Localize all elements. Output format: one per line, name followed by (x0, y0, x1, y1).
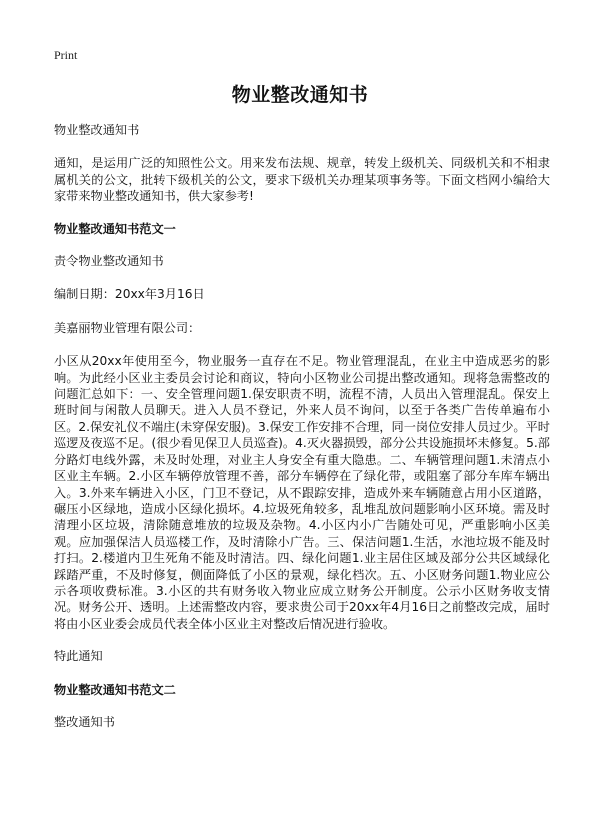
print-link[interactable]: Print (54, 48, 78, 62)
sample2-name: 整改通知书 (54, 714, 115, 729)
sample1-body: 小区从20xx年使用至今，物业服务一直存在不足。物业管理混乱，在业主中造成恶劣的影响。为此经小区业主委员会讨论和商议，特向小区物业公司提出整改通知。现将急需整改的问题汇总如下：一、安全管理问题1.保安职责不明，流程不清，人员出入管理混乱。保安上班时间与闲散人员聊天。进入人员不登记，外来人员不询问，以至于各类广告传单遍布小区。2.保安礼仪不端庄(未穿保安服)。3.保安工作安排不合理，同一岗位安排人员过少。平时巡逻及夜巡不足。(很少看见保卫人员巡查)。4.灭火器损毁，部分公共设施损坏未修复。5.部分路灯电线外露，未及时处理，对业主人身安全有重大隐患。二、车辆管理问题1.未清点小区业主车辆。2.小区车辆停放管理不善，部分车辆停在了绿化带，或阻塞了部分车库车辆出入。3.外来车辆进入小区，门卫不登记，从不跟踪安排，造成外来车辆随意占用小区道路，碾压小区绿地，造成小区绿化损坏。4.垃圾死角较多，乱堆乱放问题影响小区环境。需及时清理小区垃圾，清除随意堆放的垃圾及杂物。4.小区内小广告随处可见，严重影响小区美观。应加强保洁人员巡楼工作，及时清除小广告。三、保洁问题1.生活，水池垃圾不能及时打扫。2.楼道内卫生死角不能及时清洁。四、绿化问题1.业主居住区域及部分公共区域绿化踩踏严重，不及时修复，侧面降低了小区的景观，绿化档次。五、小区财务问题1.物业应公示各项收费标准。3.小区的共有财务收入物业应成立财务公开制度。公示小区财务收支情况。财务公开、透明。上述需整改内容，要求贵公司于20xx年4月16日之前整改完成，届时将由小区业委会成员代表全体小区业主对整改后情况进行验收。 (54, 354, 550, 631)
doc-subtitle: 物业整改通知书 (54, 123, 140, 137)
sample2-heading: 物业整改通知书范文二 (54, 682, 176, 697)
sample1-heading: 物业整改通知书范文一 (54, 221, 176, 236)
sample1-name: 责令物业整改通知书 (54, 254, 164, 269)
sample1-date-line: 编制日期：20xx年3月16日 (54, 287, 205, 302)
page-title: 物业整改通知书 (231, 84, 369, 106)
intro-paragraph: 通知，是运用广泛的知照性公文。用来发布法规、规章，转发上级机关、同级机关和不相隶属机关的公文，批转下级机关的公文，要求下级机关办理某项事务等。下面文档网小编给大家带来物业整改通知书，供大家参考! (54, 156, 550, 204)
sample1-closing: 特此通知 (54, 649, 103, 664)
sample1-addressee: 美嘉丽物业管理有限公司： (54, 320, 201, 335)
document-body (54, 122, 550, 747)
